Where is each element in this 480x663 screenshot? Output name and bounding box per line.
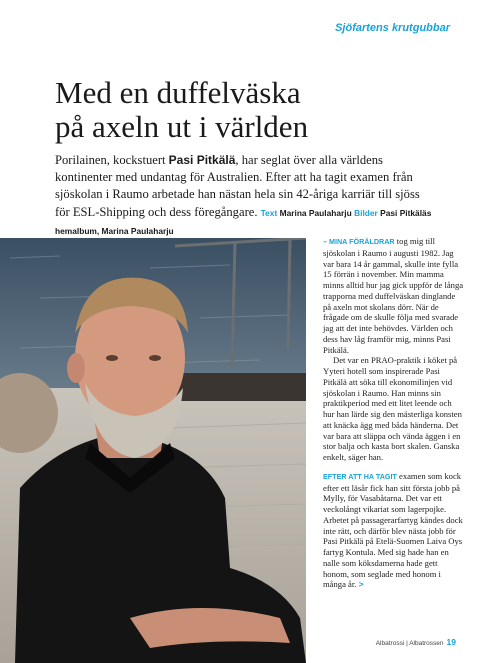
paragraph-lede-2: EFTER ATT HA TAGIT	[323, 471, 397, 481]
body-paragraph-3	[323, 471, 464, 590]
byline-text-label: Text	[260, 207, 278, 218]
lead-paragraph	[55, 152, 435, 240]
byline-photo-value: Pasi Pitkäläs hemalbum, Marina Paulaharju	[55, 207, 432, 236]
page-footer	[376, 637, 456, 647]
lead-text-start: Porilainen, kockstuert	[55, 153, 169, 167]
lead-person-name: Pasi Pitkälä	[168, 153, 236, 167]
article-body	[323, 236, 464, 590]
section-label: Sjöfartens krutgubbar	[335, 22, 450, 34]
portrait-photo	[0, 238, 306, 663]
lead-text-end: , har seglat över alla världens kontinenter med undantag för Australien. Efter att ha tagit examen från sjöskolan i Raumo arbetade han nästan hela sin 42-åriga karriär till sjöss för ESL-Shipping och dess föregångare.	[55, 153, 420, 219]
body-paragraph-3-text: examen som kock efter ett läsår fick han sitt första jobb på Mylly, för Vasabåtarna. Det var ett veckolångt vikariat som lagerpojke. Arbetet på passagerarfartyg kändes dock inte rätt, och därför blev nästa jobb för Pasi Pitkälä på Etelä-Suomen Laiva Oys fartyg Kontula. Med sig hade han en nalle som köksdamerna hade gett honom, som seglade med honom i många år.	[323, 470, 463, 590]
magazine-name: Albatrossi | Albatrossen	[375, 640, 444, 647]
body-paragraph-1-text: tog mig till sjöskolan i Raumo i augusti 1982. Jag var bara 14 år gammal, skulle inte fylla 15 förrän i november. Min mamma minns alltid hur jag gick uppför de långa trapporna med duffelväskan dinglande på axeln mot skolans dörr. När de frågade om de skulle följa med svarade jag att det inte behövdes. Världen och dess hav låg framför mig, minns Pasi Pitkälä.	[323, 236, 464, 355]
page-number: 19	[446, 637, 456, 647]
byline-photo-label: Bilder	[354, 207, 378, 218]
body-paragraph-1	[323, 236, 464, 355]
headline-line-1: Med en duffelväska	[55, 75, 301, 110]
headline	[55, 76, 455, 144]
byline-text-value: Marina Paulaharju	[279, 207, 352, 218]
paragraph-lede-1: – MINA FÖRÄLDRAR	[323, 237, 395, 246]
headline-line-2: på axeln ut i världen	[55, 109, 309, 144]
continue-arrow-icon: >	[358, 579, 364, 590]
body-paragraph-2: Det var en PRAO-praktik i köket på Yyteri hotell som inspirerade Pasi Pitkälä att söka till ekonomilinjen vid sjöskolan i Raumo. Han minns sin praktikperiod med ett litet leende och hur han lärde sig den mästerliga konsten att knäcka ägg med båda händerna. Det var bara att släppa och vända äggen i en stor balja och kasta bort skalen. Ganska enkelt, säger han.	[323, 355, 462, 462]
